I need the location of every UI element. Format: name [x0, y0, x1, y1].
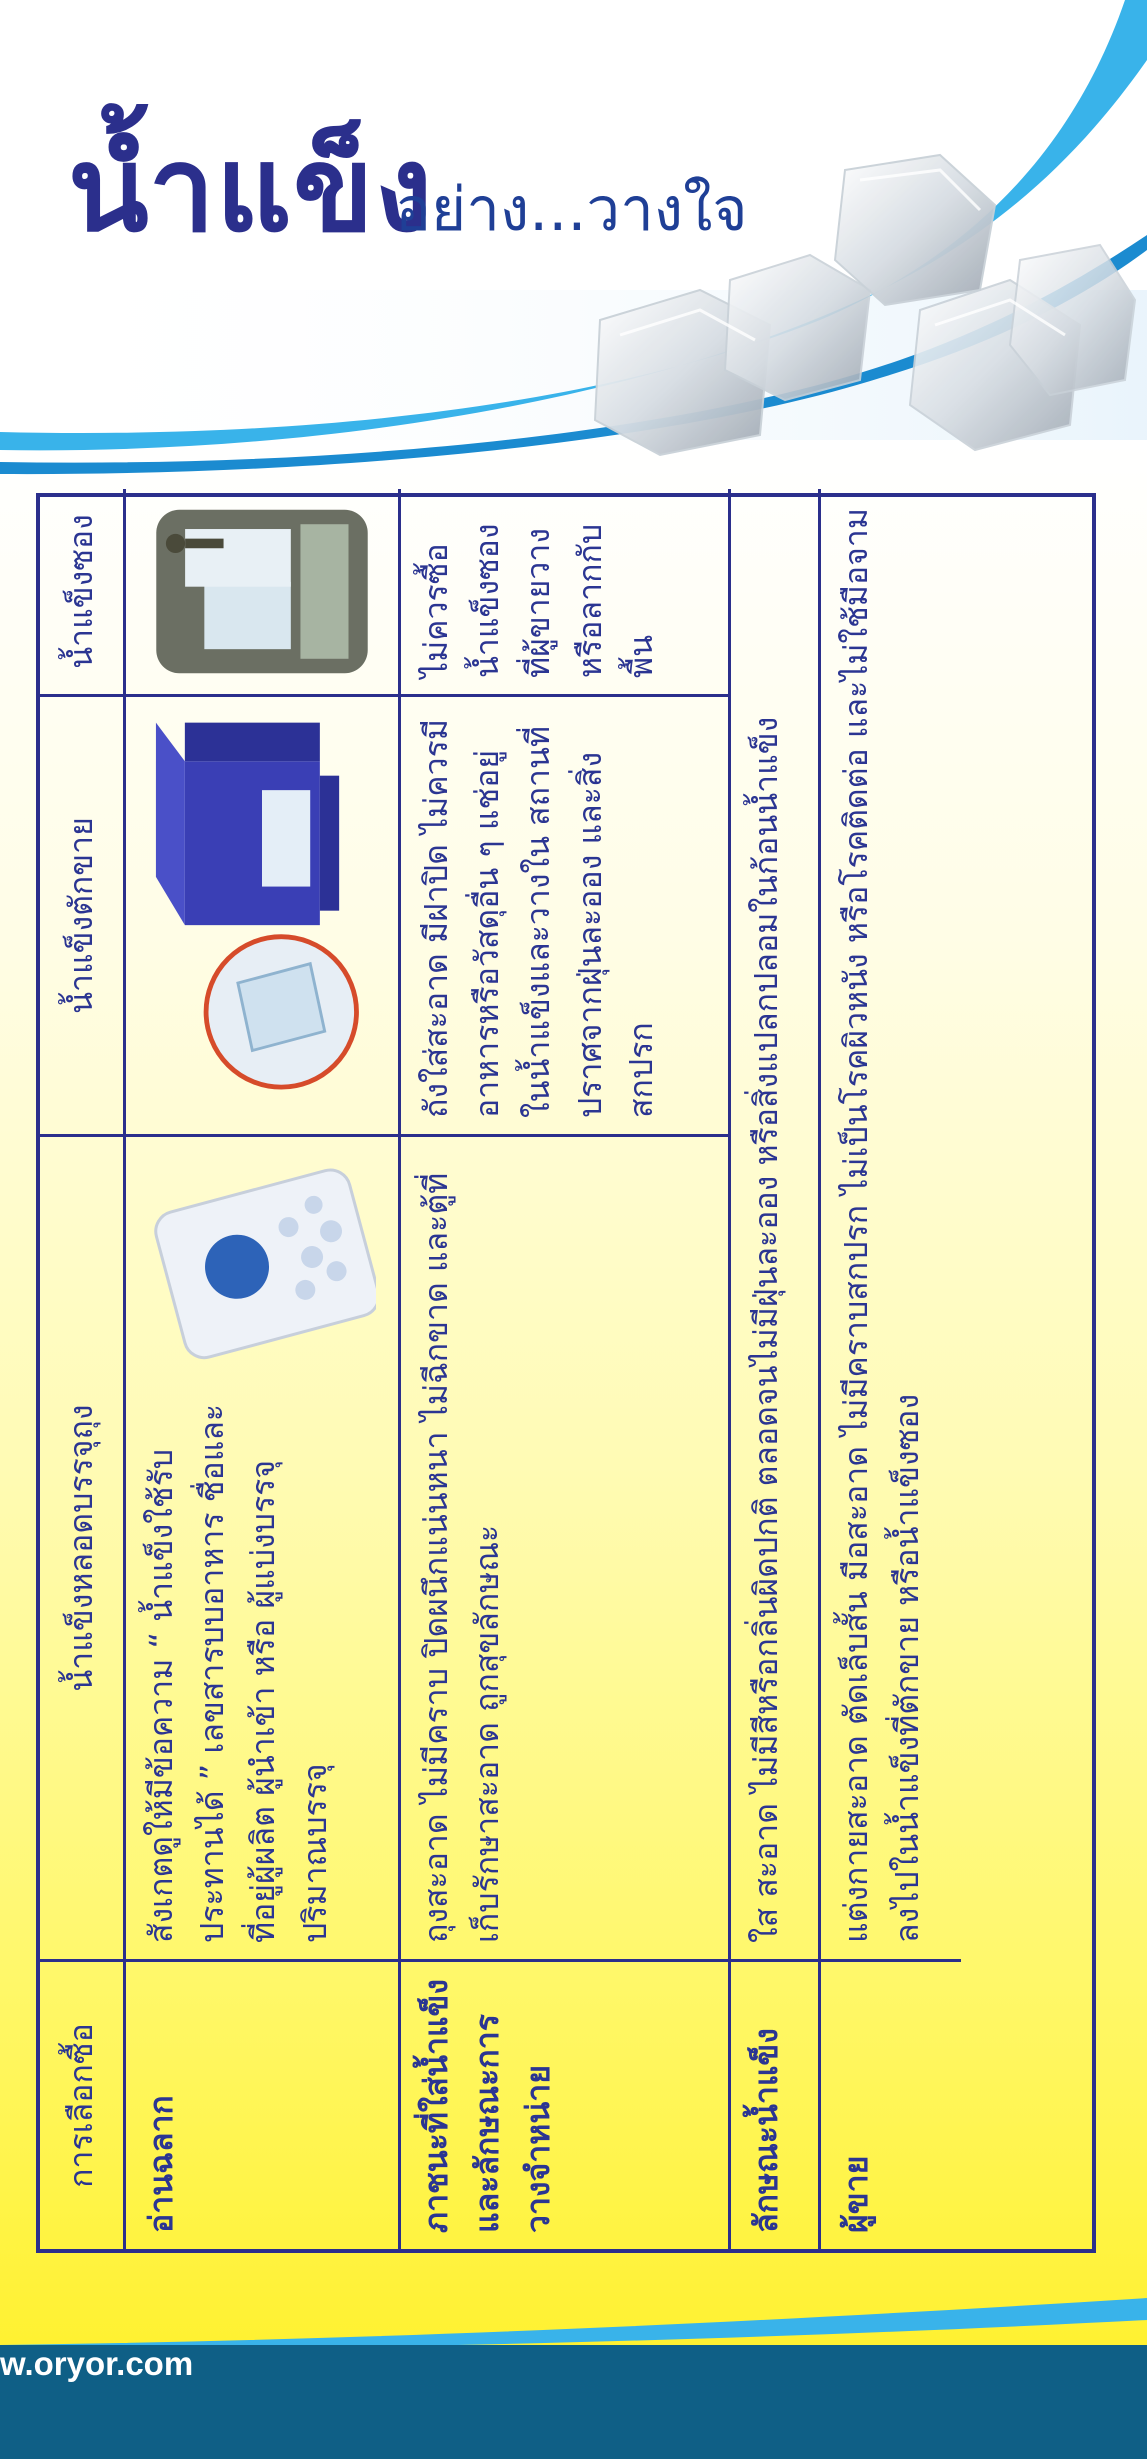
table-cell: ไม่ควรซื้อน้ำแข็งซองที่ผู้ขายวางหรือลากกับพื้น: [401, 489, 731, 694]
table-cell-text: สังเกตดูให้มีข้อความ “ น้ำแข็งใช้รับประทานได้ ” เลขสารบบอาหาร ชื่อและที่อยู่ผู้ผลิต ผู้นำเข้า หรือ ผู้แบ่งบรรจุ ปริมาณบรรจุ: [142, 1403, 334, 1943]
block-ice-photo: [142, 505, 382, 678]
row-label-seller: ผู้ขาย: [821, 1959, 961, 2249]
table-cell: ถังใส่สะอาด มีฝาปิด ไม่ควรมีอาหารหรือวัสดุอื่น ๆ แช่อยู่ในน้ำแข็งและวางใน สถานที่ปราศจากฝุ่นละออง และสิ่งสกปรก: [401, 694, 731, 1134]
footer-swoosh: [0, 2290, 1147, 2350]
page-title: น้ำแข็ง: [68, 120, 434, 258]
ice-bag-photo: [146, 1149, 376, 1369]
table-cell: [126, 489, 401, 694]
row-label-read-label: อ่านฉลาก: [126, 1959, 401, 2249]
table-header-bagged-tube-ice: น้ำแข็งหลอดบรรจุถุง: [40, 1134, 126, 1959]
table-cell: ถุงสะอาด ไม่มีคราบ ปิดผนึกแน่นหนา ไม่ฉีกขาด และตู้ที่เก็บรักษาสะอาด ถูกสุขลักษณะ: [401, 1134, 731, 1959]
table-header-criteria: การเลือกซื้อ: [40, 1959, 126, 2249]
row-label-container: ภาชนะที่ใส่น้ำแข็ง และลักษณะการวางจำหน่าย: [401, 1959, 731, 2249]
table-cell: [126, 1134, 401, 1959]
info-table-container: [36, 493, 1096, 2253]
table-header-scooped-ice: น้ำแข็งตักขาย: [40, 694, 126, 1134]
table-cell: ใส สะอาด ไม่มีสีหรือกลิ่นผิดปกติ ตลอดจนไม่มีฝุ่นละออง หรือสิ่งแปลกปลอมในก้อนน้ำแข็ง: [731, 489, 821, 1959]
ice-cube-icon: [580, 150, 1140, 470]
website-link[interactable]: w.oryor.com: [0, 2345, 194, 2382]
table-cell: แต่งกายสะอาด ตัดเล็บสั้น มือสะอาด ไม่มีคราบสกปรก ไม่เป็นโรคผิวหนัง หรือโรคติดต่อ และไม่ใช้มือจามลงไปในน้ำแข็งที่ตักขาย หรือน้ำแข็งซอง: [837, 508, 927, 1943]
table-header-block-ice: น้ำแข็งซอง: [40, 489, 126, 694]
table-cell: [126, 694, 401, 1134]
ice-cooler-photo: [142, 713, 382, 1118]
row-label-ice-characteristics: ลักษณะน้ำแข็ง: [731, 1959, 821, 2249]
page-subtitle: อย่าง...วางใจ: [395, 175, 748, 245]
info-table: [36, 493, 1096, 2253]
